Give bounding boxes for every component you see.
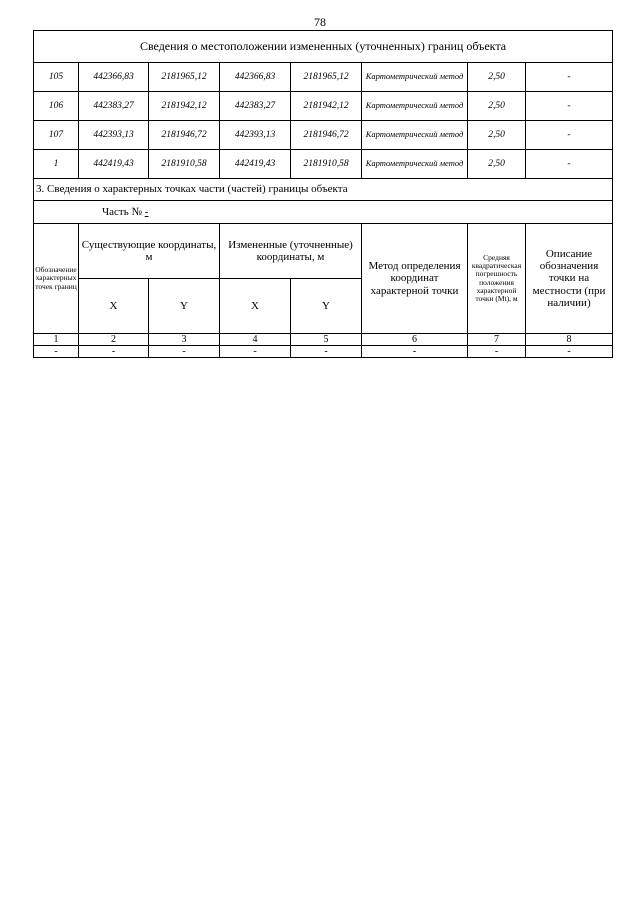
method: Картометрический метод	[362, 63, 468, 92]
existing-x: 442366,83	[79, 63, 149, 92]
column-numbers-row	[34, 334, 613, 346]
header-changed-x: X	[220, 279, 291, 334]
changed-x: 442383,27	[220, 92, 291, 121]
description: -	[526, 150, 613, 179]
header-method: Метод определения координат характерной точки	[362, 224, 468, 334]
column-number: 4	[220, 334, 291, 346]
accuracy: 2,50	[468, 121, 526, 150]
table-row	[34, 121, 613, 150]
header-changed-y: Y	[291, 279, 362, 334]
accuracy: 2,50	[468, 92, 526, 121]
method: Картометрический метод	[362, 121, 468, 150]
header-row-1	[34, 224, 613, 279]
empty-cell: -	[291, 346, 362, 358]
changed-x: 442366,83	[220, 63, 291, 92]
description: -	[526, 63, 613, 92]
accuracy: 2,50	[468, 63, 526, 92]
table-row	[34, 346, 613, 358]
point-id: 105	[34, 63, 79, 92]
column-number: 3	[149, 334, 220, 346]
section3-title-row	[34, 179, 613, 201]
existing-x: 442393,13	[79, 121, 149, 150]
section3-title: 3. Сведения о характерных точках части (частей) границы объекта	[34, 179, 613, 201]
point-id: 107	[34, 121, 79, 150]
header-accuracy: Средняя квадратическая погрешность положения характерной точки (Mt), м	[468, 224, 526, 334]
header-existing-x: X	[79, 279, 149, 334]
page-number: 78	[314, 15, 326, 29]
empty-cell: -	[220, 346, 291, 358]
description: -	[526, 92, 613, 121]
empty-cell: -	[468, 346, 526, 358]
changed-y: 2181946,72	[291, 121, 362, 150]
changed-x: 442419,43	[220, 150, 291, 179]
empty-cell: -	[79, 346, 149, 358]
empty-cell: -	[34, 346, 79, 358]
column-number: 8	[526, 334, 613, 346]
changed-section-title-row	[34, 31, 613, 63]
header-changed-coords: Измененные (уточненные) координаты, м	[220, 224, 362, 279]
existing-y: 2181965,12	[149, 63, 220, 92]
accuracy: 2,50	[468, 150, 526, 179]
part-label-text: Часть №	[102, 205, 142, 218]
column-number: 5	[291, 334, 362, 346]
changed-section-title: Сведения о местоположении измененных (уточненных) границ объекта	[34, 31, 613, 63]
empty-cell: -	[526, 346, 613, 358]
empty-cell: -	[362, 346, 468, 358]
changed-y: 2181942,12	[291, 92, 362, 121]
changed-y: 2181965,12	[291, 63, 362, 92]
table-row	[34, 92, 613, 121]
column-number: 6	[362, 334, 468, 346]
method: Картометрический метод	[362, 150, 468, 179]
existing-y: 2181942,12	[149, 92, 220, 121]
header-description: Описание обозначения точки на местности (при наличии)	[526, 224, 613, 334]
part-row	[34, 201, 613, 224]
point-id: 1	[34, 150, 79, 179]
part-label	[34, 201, 613, 224]
empty-cell: -	[149, 346, 220, 358]
boundary-table	[33, 30, 613, 358]
method: Картометрический метод	[362, 92, 468, 121]
description: -	[526, 121, 613, 150]
column-number: 7	[468, 334, 526, 346]
part-value: -	[144, 205, 149, 218]
header-existing-coords: Существующие координаты, м	[79, 224, 220, 279]
table-row	[34, 63, 613, 92]
existing-x: 442383,27	[79, 92, 149, 121]
existing-y: 2181946,72	[149, 121, 220, 150]
header-point-designation: Обозначение характерных точек границ	[34, 224, 79, 334]
existing-x: 442419,43	[79, 150, 149, 179]
changed-y: 2181910,58	[291, 150, 362, 179]
header-existing-y: Y	[149, 279, 220, 334]
table-row	[34, 150, 613, 179]
column-number: 1	[34, 334, 79, 346]
existing-y: 2181910,58	[149, 150, 220, 179]
changed-x: 442393,13	[220, 121, 291, 150]
point-id: 106	[34, 92, 79, 121]
column-number: 2	[79, 334, 149, 346]
